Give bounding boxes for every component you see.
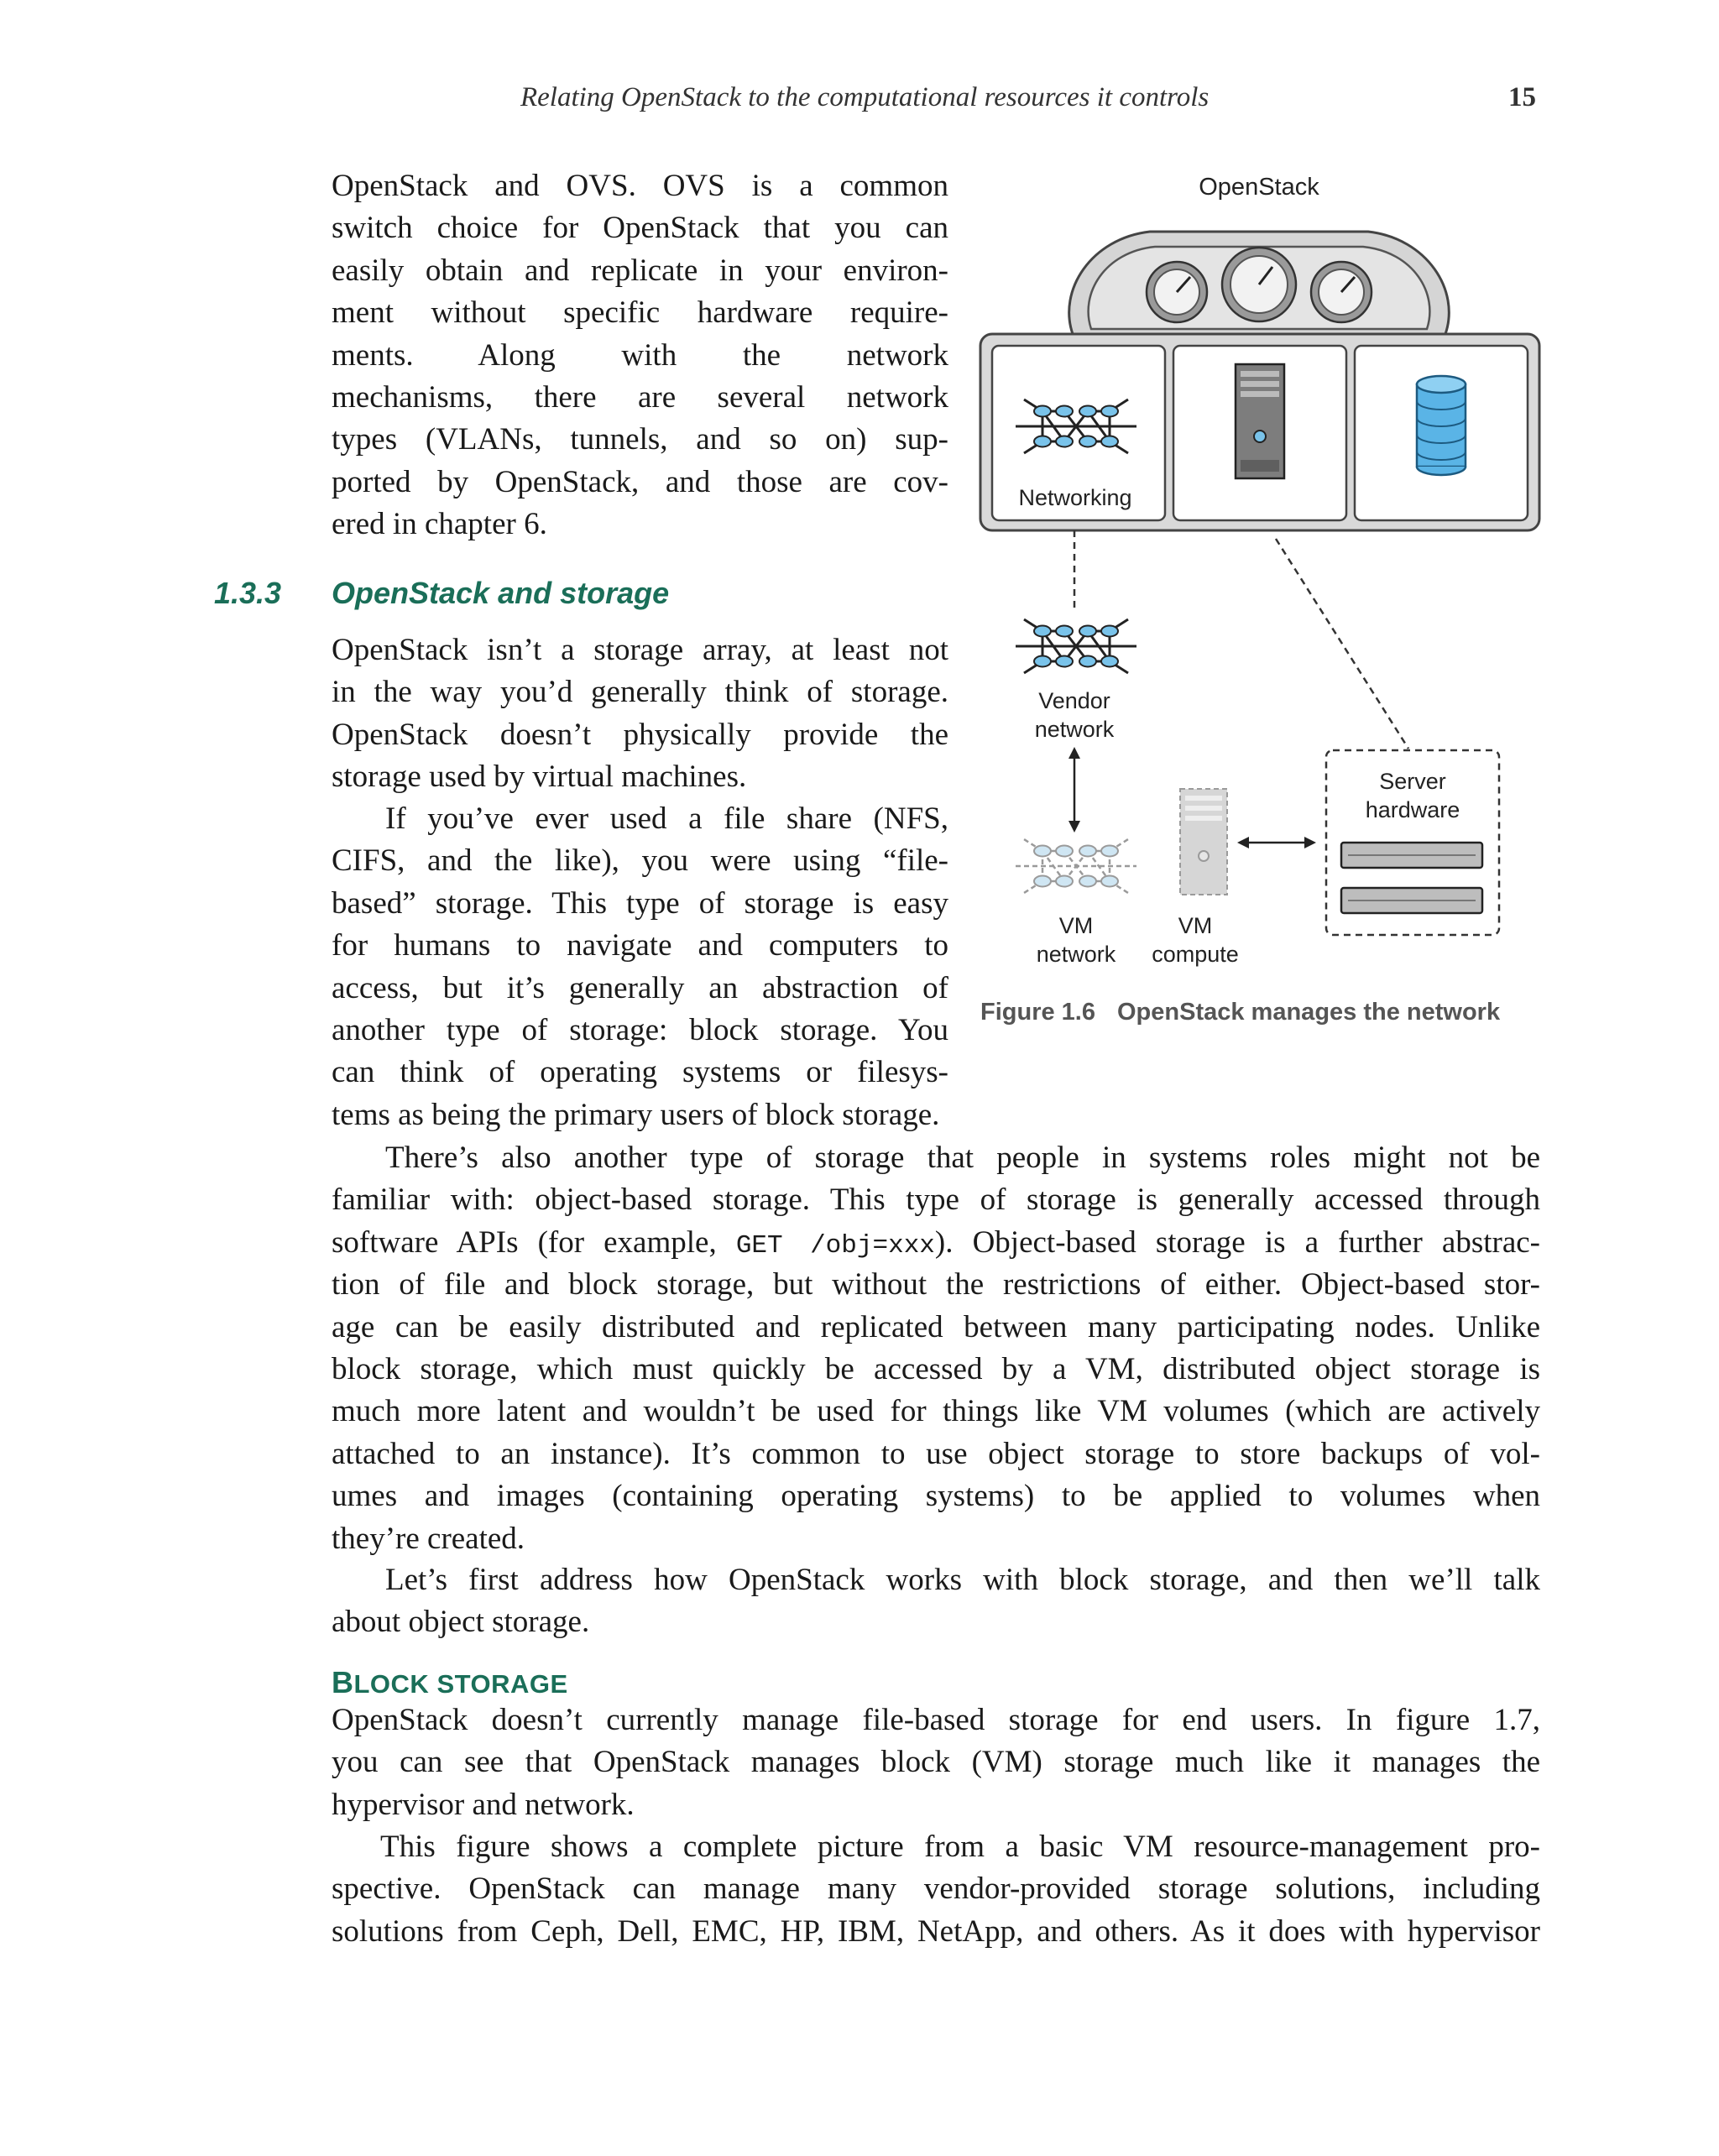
figure-caption-title: OpenStack manages the network	[1117, 999, 1501, 1026]
gauge-icon	[1222, 248, 1296, 321]
paragraph-file-based-users	[332, 1699, 1540, 1826]
running-head	[520, 82, 1536, 121]
text-line: easily obtain and replicate in your environ-	[332, 253, 948, 288]
text-line: mechanisms, there are several network	[332, 379, 948, 415]
text-line: types (VLANs, tunnels, and so on) sup-	[332, 422, 948, 457]
paragraph-ovs	[332, 165, 948, 546]
database-icon	[1417, 376, 1466, 475]
text-line: spective. OpenStack can manage many vendor-provided storage solutions, including	[332, 1871, 1540, 1907]
text-line: CIFS, and the like), you were using “file-	[332, 843, 948, 879]
paragraph-storage-array	[332, 629, 948, 799]
paragraph-object-storage	[332, 1137, 1540, 1560]
text-line: you can see that OpenStack manages block (VM) storage much like it manages the	[332, 1745, 1540, 1780]
text-line: ported by OpenStack, and those are cov-	[332, 464, 948, 499]
text-line: they’re created.	[332, 1521, 525, 1556]
text-line: There’s also another type of storage that people in systems roles might not be	[385, 1141, 1540, 1175]
code-snippet: GET /obj=xxx	[735, 1230, 935, 1261]
figure-label-networking: Networking	[1018, 485, 1132, 510]
subheading-text: LOCK	[353, 1669, 437, 1699]
subheading-text: TORAGE	[454, 1669, 568, 1699]
paragraph-first-address	[332, 1559, 1540, 1644]
paragraph-file-share	[332, 798, 948, 1136]
section-number: 1.3.3	[214, 576, 282, 610]
double-arrow-vertical	[1068, 747, 1080, 833]
rack-server-icon	[1341, 843, 1482, 868]
text-line: about object storage.	[332, 1605, 590, 1640]
vm-compute-icon	[1180, 789, 1227, 895]
server-tower-icon	[1236, 364, 1284, 478]
vm-network-icon	[1016, 839, 1136, 893]
figure-label-openstack: OpenStack	[1199, 174, 1319, 201]
text-line: tems as being the primary users of block storage.	[332, 1097, 940, 1132]
subheading-cap: B	[332, 1665, 354, 1699]
running-head-title: Relating OpenStack to the computational resources it controls	[520, 82, 1210, 112]
figure-label-vm: VM	[1058, 913, 1094, 938]
text-line: Let’s first address how OpenStack works with block storage, and then we’ll talk	[385, 1563, 1540, 1597]
text-line: If you’ve ever used a file share (NFS,	[385, 801, 948, 836]
subheading-block-storage	[332, 1665, 568, 1700]
figure-label-vm-network: network	[1036, 942, 1116, 967]
text-line: hypervisor and network.	[332, 1787, 635, 1822]
figure-diagram	[974, 164, 1544, 987]
figure-label-vm: VM	[1178, 913, 1213, 938]
page-number: 15	[1508, 82, 1536, 112]
text-segment: ). Object-based storage is a further abstrac-	[934, 1224, 1540, 1260]
text-line: attached to an instance). It’s common to use object storage to store backups of vol-	[332, 1436, 1540, 1471]
paragraph-complete-picture	[332, 1826, 1540, 1953]
text-line: can think of operating systems or filesys-	[332, 1055, 948, 1090]
double-arrow-horizontal	[1237, 837, 1316, 848]
text-line: OpenStack doesn’t currently manage file-based storage for end users. In figure 1.7,	[332, 1703, 1540, 1737]
section-title: OpenStack and storage	[332, 576, 670, 610]
text-line: OpenStack and OVS. OVS is a common	[332, 169, 948, 203]
rack-server-icon	[1341, 888, 1482, 913]
text-line: ment without specific hardware require-	[332, 295, 948, 331]
text-line: another type of storage: block storage. You	[332, 1012, 948, 1047]
text-line: storage used by virtual machines.	[332, 760, 747, 795]
text-line: ments. Along with the network	[332, 337, 948, 373]
text-line: solutions from Ceph, Dell, EMC, HP, IBM, NetApp, and others. As it does with hypervisor	[332, 1913, 1540, 1949]
gauge-icon	[1311, 262, 1372, 322]
text-line: umes and images (containing operating systems) to be applied to volumes when	[332, 1479, 1540, 1514]
text-line: familiar with: object-based storage. This type of storage is generally accessed through	[332, 1182, 1540, 1218]
text-line: This figure shows a complete picture from a basic VM resource-management pro-	[380, 1830, 1540, 1864]
text-line: ered in chapter 6.	[332, 507, 547, 542]
text-line: OpenStack doesn’t physically provide the	[332, 717, 948, 752]
figure-label-server-hardware: hardware	[1365, 797, 1460, 822]
text-line: block storage, which must quickly be accessed by a VM, distributed object storage is	[332, 1351, 1540, 1386]
text-segment: software APIs (for example,	[332, 1224, 736, 1260]
text-line: much more latent and wouldn’t be used for things like VM volumes (which are actively	[332, 1394, 1540, 1429]
figure-label-vendor: Vendor	[1038, 688, 1110, 713]
figure-caption	[980, 999, 1500, 1026]
text-line: age can be easily distributed and replicated between many participating nodes. Unlike	[332, 1309, 1540, 1344]
text-line: in the way you’d generally think of storage.	[332, 675, 948, 710]
text-line: switch choice for OpenStack that you can	[332, 211, 948, 246]
subheading-cap: S	[436, 1669, 455, 1699]
text-line: tion of file and block storage, but without the restrictions of either. Object-based stor-	[332, 1267, 1540, 1302]
text-line: for humans to navigate and computers to	[332, 928, 948, 963]
vendor-network-icon	[1016, 619, 1136, 673]
gauge-icon	[1147, 262, 1207, 322]
figure-label-vm-compute: compute	[1152, 942, 1239, 967]
text-line: OpenStack isn’t a storage array, at least not	[332, 633, 948, 667]
text-line-with-code	[332, 1222, 1540, 1264]
figure-caption-number: Figure 1.6	[980, 999, 1095, 1026]
connector-dashed	[1276, 539, 1408, 749]
figure-label-server: Server	[1379, 769, 1446, 794]
text-line: based” storage. This type of storage is easy	[332, 885, 948, 921]
figure-openstack-network	[974, 164, 1544, 1046]
text-line: access, but it’s generally an abstraction of	[332, 970, 948, 1005]
figure-label-vendor-network: network	[1034, 717, 1115, 742]
